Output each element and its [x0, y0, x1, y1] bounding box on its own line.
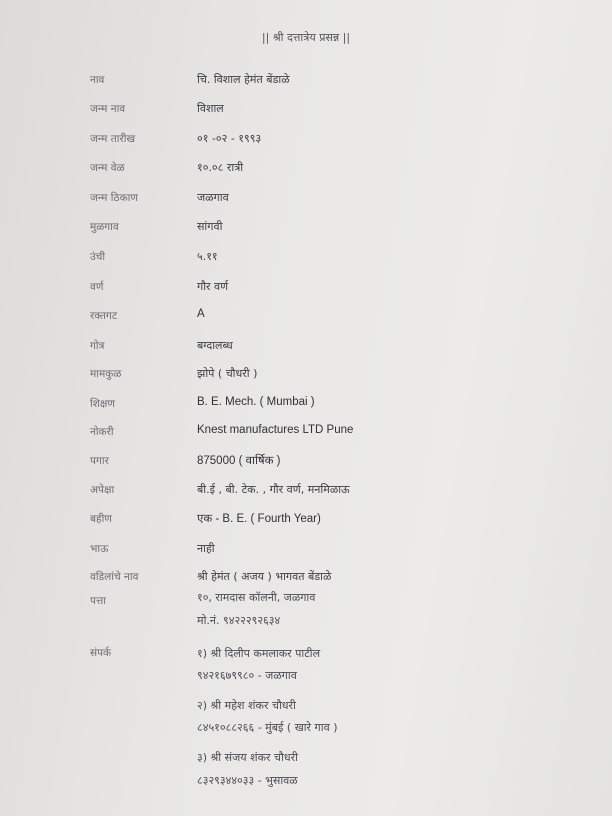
field-label: जन्म नाव — [90, 103, 126, 115]
field-label: मामकुळ — [90, 368, 122, 380]
field-value: नाही — [197, 542, 215, 555]
field-value: एक - B. E. ( Fourth Year) — [197, 513, 321, 525]
contact-1-name: १) श्री दिलीप कमलाकर पाटील — [197, 647, 321, 660]
field-label: शिक्षण — [90, 398, 115, 410]
field-label: भाऊ — [90, 543, 109, 555]
contact-2-name: २) श्री महेश शंकर चौधरी — [197, 699, 296, 712]
field-value: जळगाव — [197, 191, 229, 204]
field-value: B. E. Mech. ( Mumbai ) — [197, 396, 315, 408]
contact-3-detail: ८३२९३४४०३३ - भुसावळ — [197, 774, 298, 787]
field-value: चि. विशाल हेमंत बेंडाळे — [197, 73, 290, 86]
field-label: बहीण — [90, 513, 112, 525]
field-label: अपेक्षा — [90, 484, 115, 496]
field-value: बग्दालब्ध — [197, 339, 233, 352]
field-value: झोपे ( चौधरी ) — [197, 367, 258, 380]
field-value: Knest manufactures LTD Pune — [197, 424, 354, 436]
field-label: नोकरी — [90, 426, 114, 438]
address-label: पत्ता — [90, 595, 106, 607]
field-value: गौर वर्ण — [197, 280, 229, 293]
contact-3-name: ३) श्री संजय शंकर चौधरी — [197, 751, 298, 764]
field-value: 875000 ( वार्षिक ) — [197, 455, 281, 467]
contact-label: संपर्क — [90, 647, 112, 659]
field-label: वर्ण — [90, 281, 104, 293]
contact-2-detail: ८४५१०८८२६६ - मुंबई ( खारे गाव ) — [197, 721, 338, 734]
field-label: वडिलांचे नाव — [90, 571, 139, 583]
field-label: नाव — [90, 74, 105, 86]
field-label: गोत्र — [90, 340, 105, 352]
field-label: जन्म तारीख — [90, 133, 136, 145]
field-value: सांगवी — [197, 220, 223, 233]
field-label: मुळगाव — [90, 221, 119, 233]
field-label: उंची — [90, 251, 106, 263]
field-label: जन्म ठिकाण — [90, 192, 138, 204]
field-label: जन्म वेळ — [90, 162, 125, 174]
field-label: रक्तगट — [90, 310, 118, 322]
contact-1-detail: ९४२१६७९९८० - जळगाव — [197, 669, 297, 682]
field-value: १०.०८ रात्री — [197, 161, 244, 174]
field-value: श्री हेमंत ( अजय ) भागवत बेंडाळे — [197, 570, 332, 583]
field-value: विशाल — [197, 102, 224, 115]
field-value: बी.ई , बी. टेक. , गौर वर्ण, मनमिळाऊ — [197, 483, 350, 496]
field-value: ५.११ — [197, 250, 218, 263]
address-line-2: मो.नं. ९४२२२९२६३४ — [197, 614, 281, 627]
field-label: पगार — [90, 455, 109, 467]
page-heading: || श्री दत्तात्रेय प्रसन्न || — [261, 31, 351, 44]
field-value: ०१ -०२ - १९९३ — [197, 132, 262, 145]
address-line-1: १०, रामदास कॉलनी, जळगाव — [197, 591, 316, 604]
field-value: A — [197, 308, 205, 320]
